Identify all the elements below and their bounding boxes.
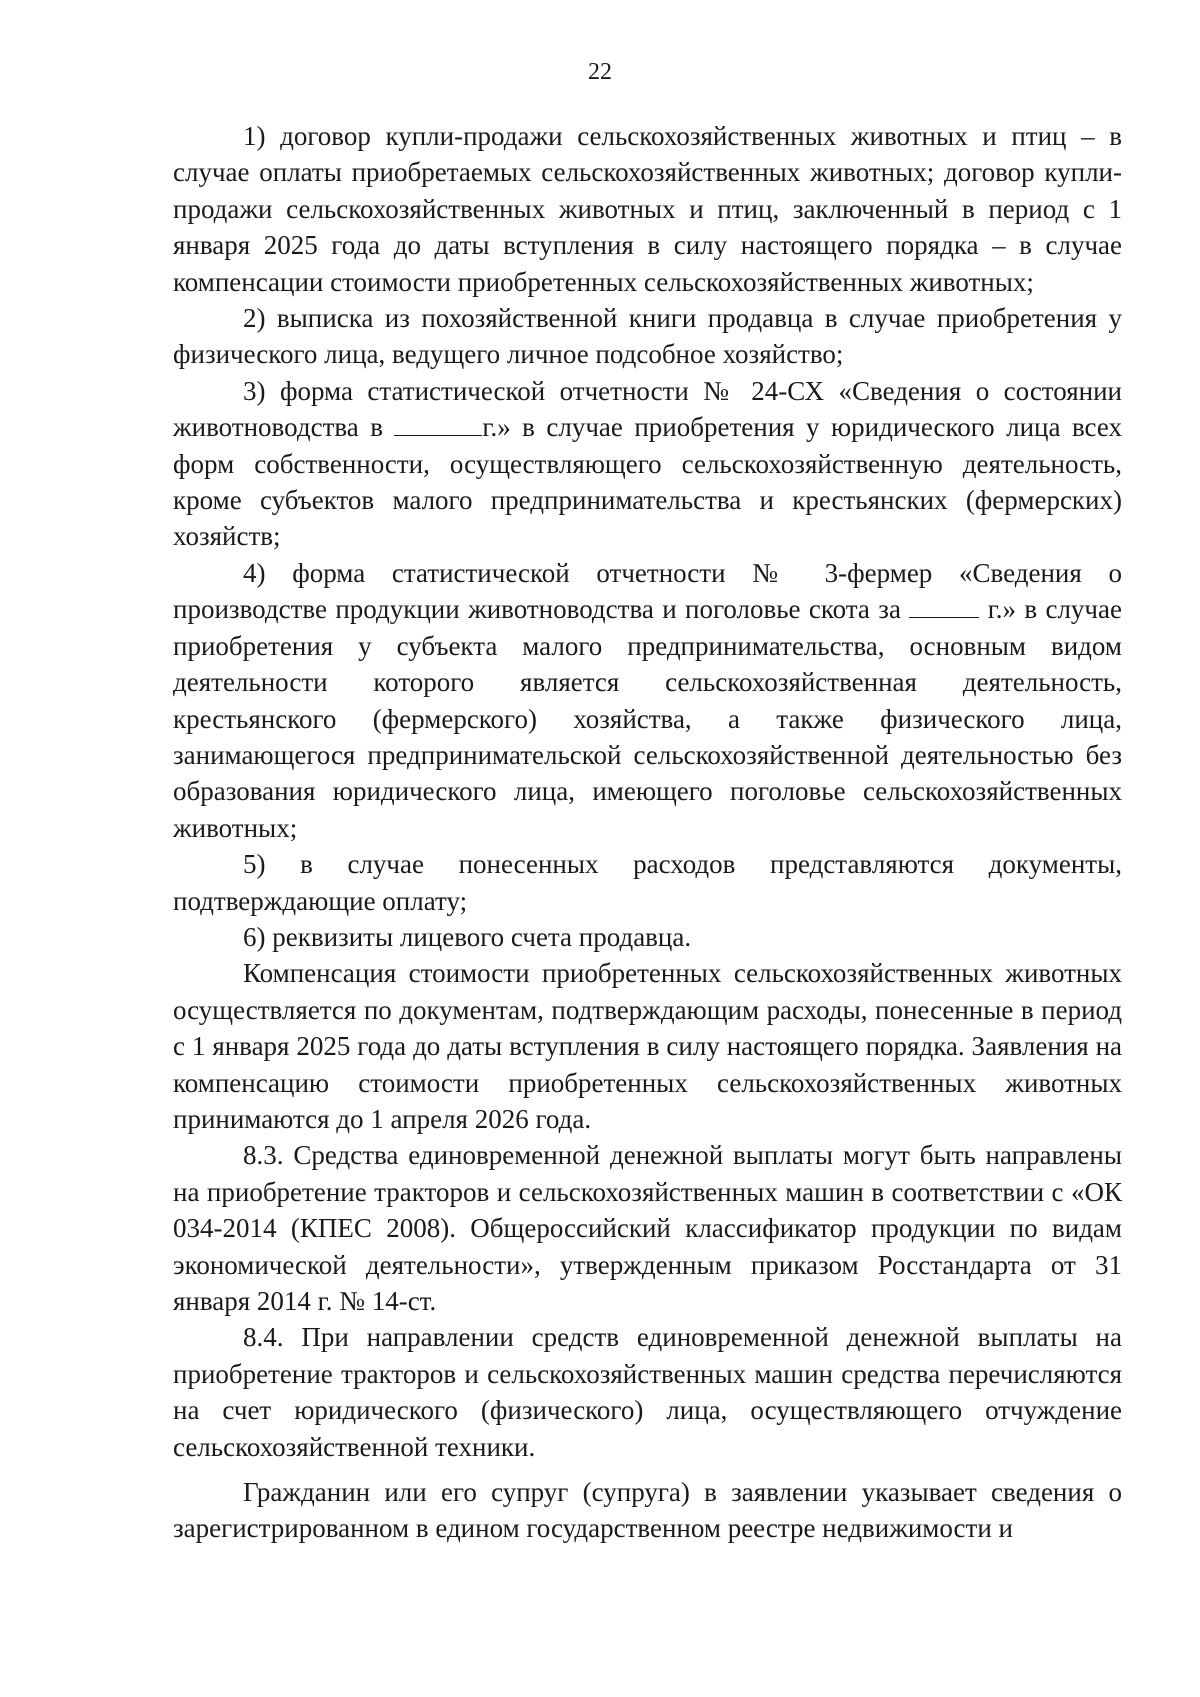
paragraph-item-3-end: г.» в случае приобретения у юридического лица всех форм собственности, осуществляющего сельскохозяйственную деятельность, кроме субъектов малого предпринимательства и крестьянских (фермерских) хозяйств; (173, 412, 1122, 552)
document-body (173, 118, 1122, 1547)
blank-year-field (909, 595, 979, 618)
paragraph-item-1: 1) договор купли-продажи сельскохозяйственных животных и птиц – в случае оплаты приобретаемых сельскохозяйственных животных; договор купли-продажи сельскохозяйственных животных и птиц, заключенный в период с 1 января 2025 года до даты вступления в силу настоящего порядка – в случае компенсации стоимости приобретенных сельскохозяйственных животных; (173, 121, 1122, 297)
page-number: 22 (588, 59, 612, 85)
paragraph-item-5: 5) в случае понесенных расходов представляются документы, подтверждающие оплату; (173, 849, 1122, 916)
paragraph-section-8-4: 8.4. При направлении средств единовременной денежной выплаты на приобретение тракторов и сельскохозяйственных машин средства перечисляются на счет юридического (физического) лица, осуществляющего отчуждение сельскохозяйственной техники. (173, 1322, 1122, 1462)
paragraph-item-4-start: 4) форма статистической отчетности № 3-фермер «Сведения о производстве продукции животноводства и поголовье скота за (173, 557, 1122, 625)
paragraph-item-6: 6) реквизиты лицевого счета продавца. (243, 921, 692, 952)
blank-year-field (394, 413, 482, 436)
paragraph-item-4-end: г.» в случае приобретения у субъекта малого предпринимательства, основным видом деятельности которого является сельскохозяйственная деятельность, крестьянского (фермерского) хозяйства, а также физического лица, занимающегося предпринимательской сельскохозяйственной деятельностью без образования юридического лица, имеющего поголовье сельскохозяйственных животных; (173, 594, 1122, 843)
paragraph-section-8-3: 8.3. Средства единовременной денежной выплаты могут быть направлены на приобретение тракторов и сельскохозяйственных машин в соответствии с «ОК 034-2014 (КПЕС 2008). Общероссийский классификатор продукции по видам экономической деятельности», утвержденным приказом Росстандарта от 31 января 2014 г. № 14-ст. (173, 1140, 1122, 1316)
paragraph-citizen-statement: Гражданин или его супруг (супруга) в заявлении указывает сведения о зарегистрированном в едином государственном реестре недвижимости и (173, 1477, 1122, 1544)
paragraph-item-3-start: 3) форма статистической отчетности № 24-СХ «Сведения о состоянии животноводства в (173, 375, 1122, 443)
paragraph-compensation: Компенсация стоимости приобретенных сельскохозяйственных животных осуществляется по документам, подтверждающим расходы, понесенные в период с 1 января 2025 года до даты вступления в силу настоящего порядка. Заявления на компенсацию стоимости приобретенных сельскохозяйственных животных принимаются до 1 апреля 2026 года. (173, 958, 1122, 1134)
paragraph-item-4 (173, 555, 1122, 846)
paragraph-item-3 (173, 373, 1122, 555)
paragraph-item-2: 2) выписка из похозяйственной книги продавца в случае приобретения у физического лица, ведущего личное подсобное хозяйство; (173, 303, 1122, 370)
